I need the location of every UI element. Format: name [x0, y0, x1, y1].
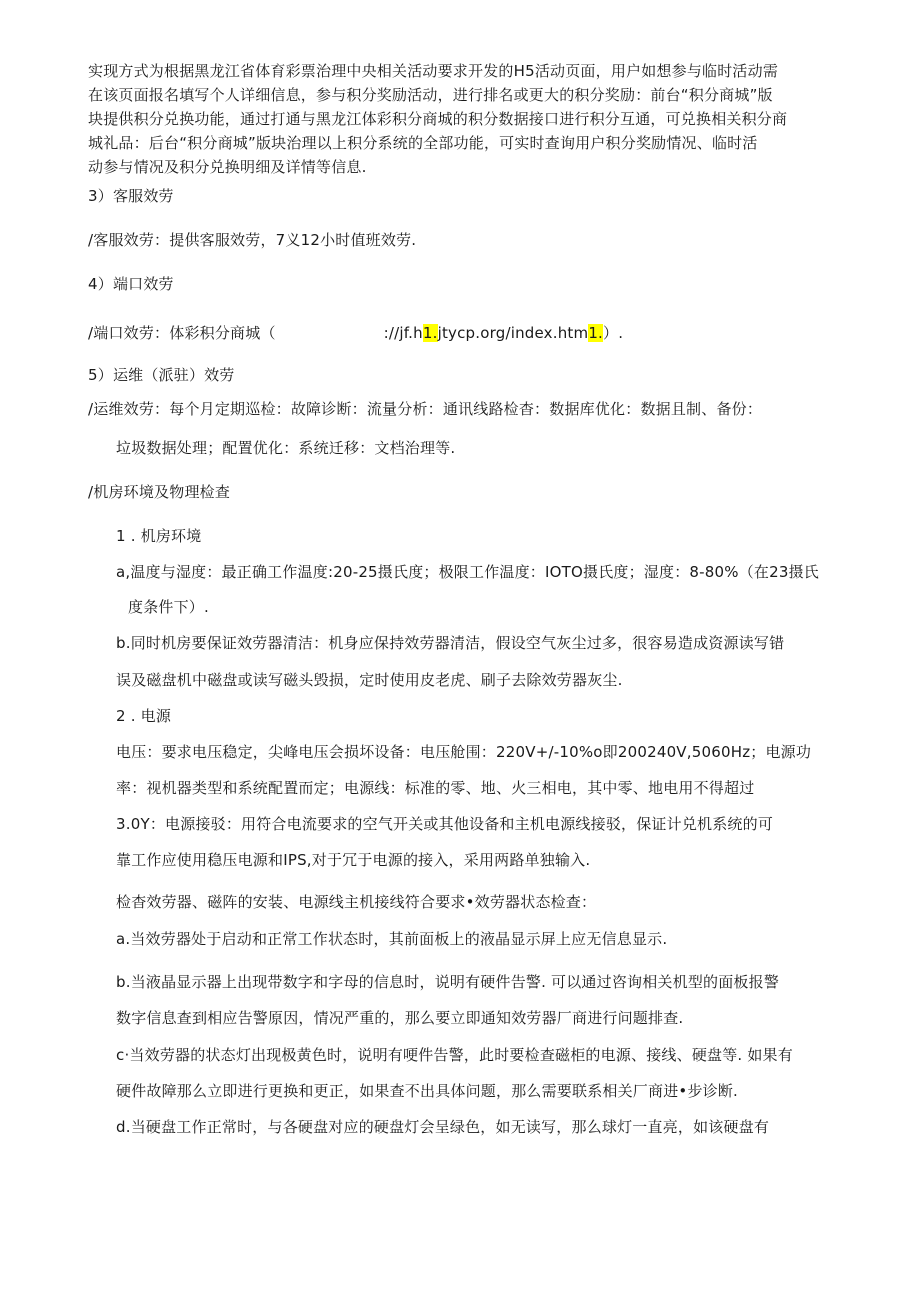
power-line-2: 率：视机器类型和系统配置而定；电源线：标准的零、地、火三相电，其中零、地电用不得超过 [116, 779, 755, 797]
section-5-item-line-2: 垃圾数据处理；配置优化：系统迁移：文档治理等. [116, 439, 456, 457]
check-a: a.当效劳器处于启动和正常工作状态时，其前面板上的液晶显示屏上应无信息显示. [116, 930, 668, 948]
intro-line-1: 实现方式为根据黑龙江省体育彩票治理中央相关活动要求开发的H5活动页面，用户如想参与临时活动需 [88, 62, 779, 80]
section-3-heading: 3）客服效劳 [88, 187, 174, 205]
room-b-line-1: b.同时机房要保证效劳器清洁：机身应保持效劳器清洁，假设空气灰尘过多，很容易造成资源读写错 [116, 634, 785, 652]
url-highlight-2: 1. [588, 324, 604, 342]
room-b-line-2: 误及磁盘机中磁盘或读写磁头毁损，定时使用皮老虎、刷子去除效劳器灰尘. [116, 671, 623, 689]
section-4-item [88, 322, 623, 344]
section-3-item: /客服效劳：提供客服效劳，7义12小时值班效劳. [88, 231, 417, 249]
power-line-4: 靠工作应使用稳压电源和IPS,对于冗于电源的接入，采用两路单独输入. [116, 851, 591, 869]
room-a-line-1: a,温度与湿度：最正确工作温度:20-25摄氏度；极限工作温度：IOTO摄氏度；湿度：8-80%（在23摄氏 [116, 563, 819, 581]
check-b-line-1: b.当液晶显示器上出现带数字和字母的信息时，说明有硬件告警. 可以通过咨询相关机型的面板报警 [116, 973, 780, 991]
check-b-line-2: 数字信息查到相应告警原因，情况严重的，那么要立即通知效劳器厂商进行问题排查. [116, 1009, 684, 1027]
intro-line-5: 动参与情况及积分兑换明细及详情等信息. [88, 158, 367, 176]
room-sub-1: 1 . 机房环境 [116, 527, 202, 545]
section-5-item-line-1: /运维效劳：每个月定期巡检：故障诊断：流量分析：通讯线路检杳：数据库优化：数据且制、备份： [88, 400, 763, 418]
url-part-a: ://jf.h [383, 324, 423, 342]
check-c-line-2: 硬件故障那么立即进行更换和更正，如果查不出具体问题，那么需要联系相关厂商进•步诊断. [116, 1082, 739, 1100]
intro-line-2: 在该页面报名填写个人详细信息，参与积分奖励活动，进行排名或更大的积分奖励：前台“积分商城”版 [88, 86, 773, 104]
url-part-b: jtycp.org/index.htm [437, 324, 589, 342]
check-c-line-1: c·当效劳器的状态灯出现极黄色时，说明有哽件告警，此时要检查磁柜的电源、接线、硬盘等. 如果有 [116, 1046, 793, 1064]
section-4-heading: 4）端口效劳 [88, 275, 174, 293]
room-heading: /机房环境及物理检查 [88, 483, 231, 501]
room-sub-2: 2 . 电源 [116, 707, 172, 725]
room-a-line-2: 度条件下）. [128, 598, 209, 616]
section-4-item-suffix: ）. [603, 324, 624, 342]
check-d-line-1: d.当硬盘工作正常时，与各硬盘对应的硬盘灯会呈绿色，如无读写，那么球灯一直亮，如该硬盘有 [116, 1118, 770, 1136]
check-intro: 检杳效劳器、磁阵的安装、电源线主机接线符合要求•效劳器状态检查： [116, 893, 597, 911]
intro-line-4: 城礼品：后台“积分商城”版块治理以上积分系统的全部功能，可实时查询用户积分奖励情况、临时活 [88, 134, 758, 152]
power-line-1: 电压：要求电压稳定，尖峰电压会损坏设备：电压舱围：220V+/-10%o即200240V,5060Hz；电源功 [116, 743, 812, 761]
intro-line-3: 块提供积分兑换功能，通过打通与黑龙江体彩积分商城的积分数据接口进行积分互通，可兑换相关积分商 [88, 110, 788, 128]
url-highlight-1: 1. [422, 324, 438, 342]
section-5-heading: 5）运维（派驻）效劳 [88, 366, 235, 384]
section-4-item-prefix: /端口效劳：体彩积分商城（ [88, 324, 276, 342]
power-line-3: 3.0Y：电源接驳：用符合电流要求的空气开关或其他设备和主机电源线接驳，保证计兑机系统的可 [116, 815, 774, 833]
